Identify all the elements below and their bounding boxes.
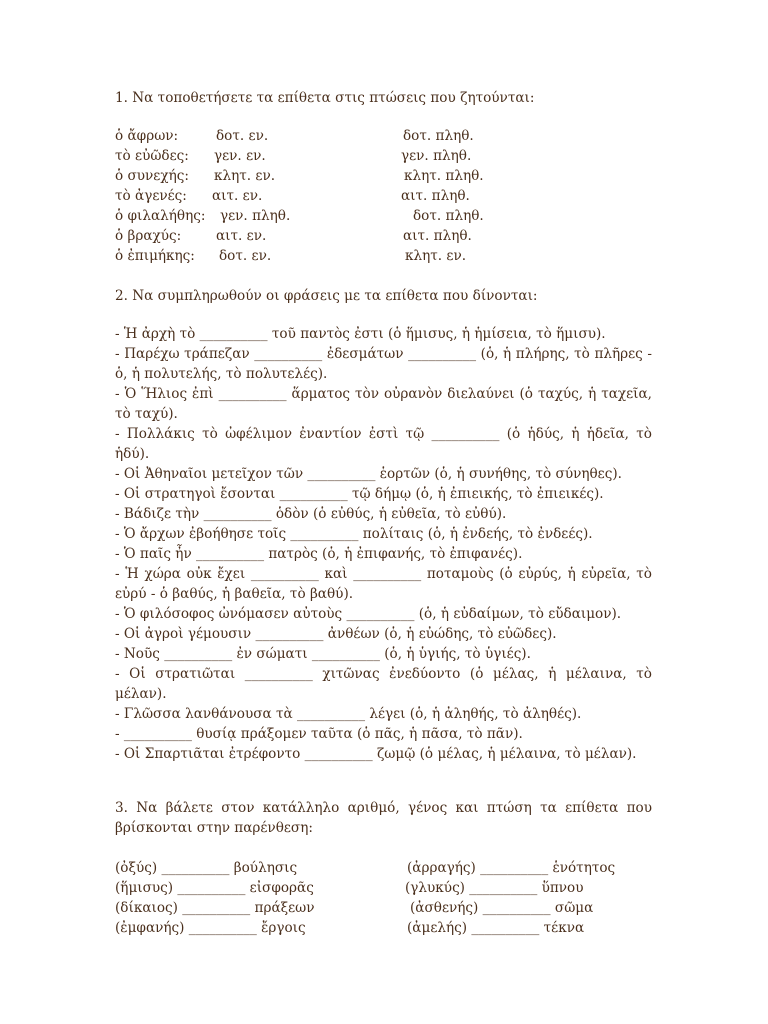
sentence: - Οἱ Σπαρτιᾶται ἐτρέφοντο __________ ζωμῷ (ὁ μέλας, ἡ μέλαινα, τὸ μέλαν).	[115, 746, 637, 762]
case-row	[115, 126, 655, 146]
case-row	[115, 186, 655, 206]
sentence: - Γλῶσσα λανθάνουσα τὰ __________ λέγει (ὁ, ἡ ἀληθής, τὸ ἀληθές).	[115, 706, 582, 722]
sentence: - Ἡ χώρα οὐκ ἔχει __________ καὶ __________ ποταμοὺς (ὁ εὐρύς, ἡ εὐρεῖα, τὸ εὐρύ - ὁ βαθύς, ἡ βαθεῖα, τὸ βαθύ).	[115, 566, 652, 602]
case-singular: δοτ. εν.	[216, 128, 269, 144]
case-row	[115, 206, 655, 226]
declension-item-left: (ἥμισυς) __________ εἰσφορᾶς	[115, 880, 314, 896]
case-plural: κλητ. εν.	[405, 248, 467, 264]
sentence: - Οἱ στρατιῶται __________ χιτῶνας ἐνεδύοντο (ὁ μέλας, ἡ μέλαινα, τὸ μέλαν).	[115, 666, 652, 702]
declension-item-right: (γλυκύς) __________ ὕπνου	[405, 880, 584, 896]
declension-item-right: (ἀρραγής) __________ ἑνότητος	[407, 860, 616, 876]
case-singular: κλητ. εν.	[214, 168, 276, 184]
case-plural: δοτ. πληθ.	[403, 128, 474, 144]
sentence: - Ἡ ἀρχὴ τὸ __________ τοῦ παντὸς ἐστι (ὁ ἥμισυς, ἡ ἡμίσεια, τὸ ἥμισυ).	[115, 326, 606, 342]
sentence: - Παρέχω τράπεζαν __________ ἐδεσμάτων __________ (ὁ, ἡ πλήρης, τὸ πλῆρες - ὁ, ἡ πολυτελής, τὸ πολυτελές).	[115, 346, 652, 382]
sentence: - Ὁ ἄρχων ἐβοήθησε τοῖς __________ πολίταις (ὁ, ἡ ἐνδεής, τὸ ἐνδεές).	[115, 526, 593, 542]
case-plural: γεν. πληθ.	[401, 148, 472, 164]
sentence: - Νοῦς __________ ἐν σώματι __________ (ὁ, ἡ ὑγιής, τὸ ὑγιές).	[115, 646, 531, 662]
case-plural: αιτ. πληθ.	[403, 228, 472, 244]
case-word: ὁ ἄφρων:	[115, 128, 179, 144]
section2-heading: 2. Να συμπληρωθούν οι φράσεις με τα επίθετα που δίνονται:	[115, 288, 538, 304]
declension-item-left: (ὀξύς) __________ βούλησις	[115, 860, 298, 876]
case-word: ὁ ἐπιμήκης:	[115, 248, 195, 264]
declension-row	[115, 878, 655, 898]
fill-in-sentences	[115, 324, 652, 764]
sentence: - Ὁ παῖς ἦν __________ πατρὸς (ὁ, ἡ ἐπιφανής, τὸ ἐπιφανές).	[115, 546, 523, 562]
case-plural: κλητ. πληθ.	[404, 168, 484, 184]
case-singular: αιτ. εν.	[212, 188, 263, 204]
sentence: - Πολλάκις τὸ ὠφέλιμον ἐναντίον ἐστὶ τῷ __________ (ὁ ἡδύς, ἡ ἡδεῖα, τὸ ἡδύ).	[115, 426, 652, 462]
section3-heading-text: 3. Να βάλετε στον κατάλληλο αριθμό, γένος και πτώση τα επίθετα που βρίσκονται στην παρένθεση:	[115, 800, 652, 836]
sentence: - __________ θυσίᾳ πράξομεν ταῦτα (ὁ πᾶς, ἡ πᾶσα, τὸ πᾶν).	[115, 726, 523, 742]
case-word: τὸ ἀγενές:	[115, 188, 187, 204]
case-word: ὁ συνεχής:	[115, 168, 189, 184]
sentence: - Οἱ Ἀθηναῖοι μετεῖχον τῶν __________ ἑορτῶν (ὁ, ἡ συνήθης, τὸ σύνηθες).	[115, 466, 622, 482]
case-plural: αιτ. πληθ.	[401, 188, 470, 204]
case-singular: γεν. εν.	[214, 148, 266, 164]
sentence: - Ὁ Ἥλιος ἐπὶ __________ ἅρματος τὸν οὐρανὸν διελαύνει (ὁ ταχύς, ἡ ταχεῖα, τὸ ταχύ).	[115, 386, 652, 422]
case-row	[115, 226, 655, 246]
declension-item-left: (ἐμφανής) __________ ἔργοις	[115, 920, 306, 936]
case-word: ὁ φιλαλήθης:	[115, 208, 206, 224]
sentence: - Οἱ ἀγροὶ γέμουσιν __________ ἀνθέων (ὁ, ἡ εὐώδης, τὸ εὐῶδες).	[115, 626, 557, 642]
case-row	[115, 246, 655, 266]
section1-heading: 1. Να τοποθετήσετε τα επίθετα στις πτώσεις που ζητούνται:	[115, 90, 535, 106]
declension-row	[115, 898, 655, 918]
case-word: ὁ βραχύς:	[115, 228, 182, 244]
case-row	[115, 146, 655, 166]
case-row	[115, 166, 655, 186]
declension-row	[115, 858, 655, 878]
sentence: - Βάδιζε τὴν __________ ὁδὸν (ὁ εὐθύς, ἡ εὐθεῖα, τὸ εὐθύ).	[115, 506, 507, 522]
section3-heading	[115, 798, 652, 838]
case-singular: δοτ. εν.	[219, 248, 272, 264]
case-singular: γεν. πληθ.	[220, 208, 291, 224]
case-word: τὸ εὐῶδες:	[115, 148, 189, 164]
declension-item-left: (δίκαιος) __________ πράξεων	[115, 900, 315, 916]
declension-item-right: (ἀσθενής) __________ σῶμα	[410, 900, 594, 916]
declension-row	[115, 918, 655, 938]
case-plural: δοτ. πληθ.	[413, 208, 484, 224]
case-singular: αιτ. εν.	[216, 228, 267, 244]
declension-item-right: (ἀμελής) __________ τέκνα	[407, 920, 585, 936]
sentence: - Οἱ στρατηγοὶ ἔσονται __________ τῷ δήμῳ (ὁ, ἡ ἐπιεικής, τὸ ἐπιεικές).	[115, 486, 604, 502]
sentence: - Ὁ φιλόσοφος ὠνόμασεν αὐτοὺς __________ (ὁ, ἡ εὐδαίμων, τὸ εὔδαιμον).	[115, 606, 622, 622]
